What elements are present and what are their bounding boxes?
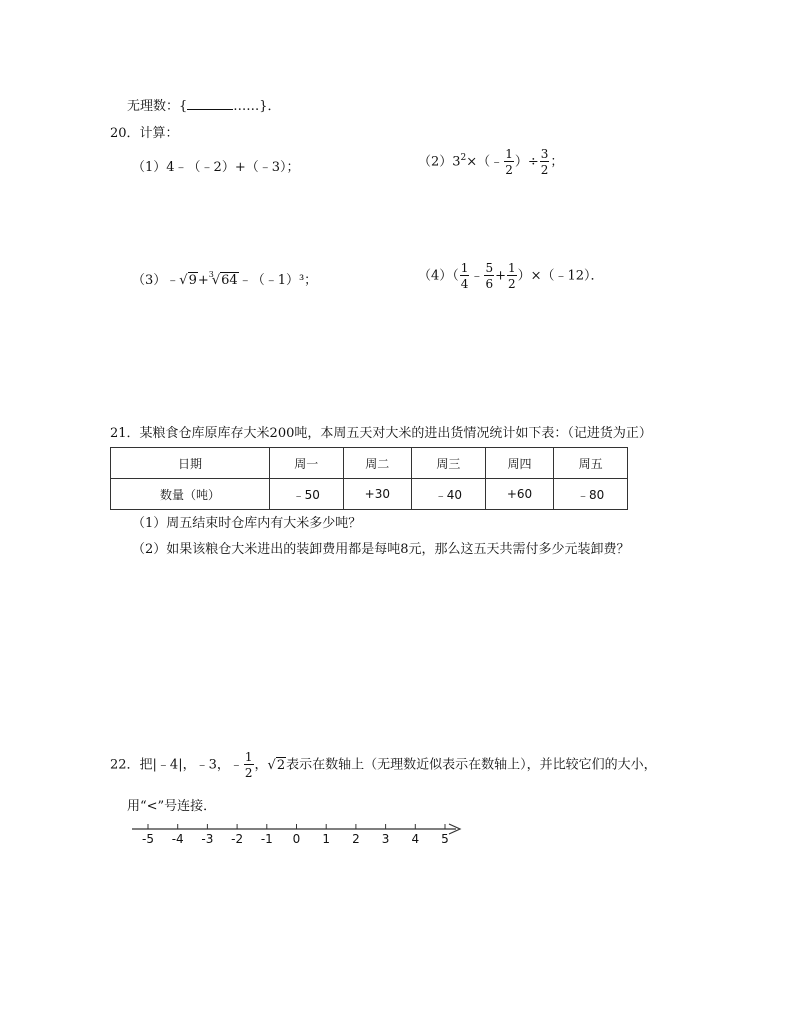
fraction: $\frac{5}{6}$ [485, 261, 494, 291]
table-header-cell: 周一 [269, 448, 343, 479]
arrow-right-icon [449, 824, 460, 834]
table-header-cell: 周四 [485, 448, 554, 479]
inventory-table [110, 447, 628, 510]
q21-sub1: （1）周五结束时仓库内有大米多少吨？ [132, 516, 362, 531]
axis-tick-label: 0 [292, 832, 301, 846]
square-root: √9 [179, 273, 197, 288]
fraction: $\frac{1}{2}$ [244, 750, 253, 780]
q21-title: 21．某粮食仓库原库存大米200吨，本周五天对大米的进出货情况统计如下表：（记进货为正） [110, 426, 652, 441]
irrational-suffix: ……}． [233, 99, 281, 114]
table-header-cell: 周二 [343, 448, 412, 479]
table-cell: 数量（吨） [111, 479, 270, 510]
fraction: $\frac{1}{4}$ [460, 261, 469, 291]
table-row [111, 448, 628, 479]
axis-tick-label: 5 [441, 832, 449, 846]
axis-tick-label: -5 [142, 832, 154, 846]
q20-title: 20．计算： [110, 126, 179, 141]
axis-tick-label: -3 [201, 832, 214, 846]
irrational-label: 无理数：{ [127, 99, 188, 114]
q20-part2: $(2)3^2\times(﹣$ $\frac{1}{2}$ ）÷ $\frac{3}{2}$ ； [418, 147, 564, 177]
table-cell: +60 [485, 479, 554, 510]
answer-blank[interactable] [187, 97, 233, 110]
q20-part1: （1）4﹣（﹣2）+（﹣3）； [132, 160, 300, 175]
table-header-cell: 周三 [412, 448, 486, 479]
q22-line2: 用“<”号连接． [127, 799, 217, 814]
table-cell: ﹣40 [412, 479, 486, 510]
fraction: $\frac{3}{2}$ [540, 147, 549, 177]
axis-tick-label: -1 [260, 832, 273, 846]
square-root: √2 [267, 757, 286, 773]
table-cell: ﹣50 [269, 479, 343, 510]
table-header-cell: 周五 [554, 448, 628, 479]
axis-tick-label: -2 [231, 832, 244, 846]
q20-part3: （3）﹣√9+$^3$√64﹣（﹣1）³； [132, 270, 318, 288]
axis-tick-label: 1 [322, 832, 331, 846]
fraction: $\frac{1}{2}$ [505, 147, 513, 177]
table-cell: ﹣80 [554, 479, 628, 510]
axis-tick-label: 4 [411, 832, 420, 846]
table-cell: +30 [343, 479, 412, 510]
axis-tick-label: 3 [381, 832, 390, 846]
table-row [111, 479, 628, 510]
q22-line1: 22．把|﹣4|，﹣3，﹣ $\frac{1}{2}$ ，√2表示在数轴上（无理数近似表示在数轴上），并比较它们的大小， [110, 750, 657, 780]
axis-tick-label: 2 [352, 832, 360, 846]
axis-tick-label: -4 [171, 832, 184, 846]
q20-part4: （4）（ $\frac{1}{4}$ ﹣ $\frac{5}{6}$ + $\frac{1}{2}$ ）×（﹣12）． [418, 261, 604, 291]
q21-sub2: （2）如果该粮仓大米进出的装卸费用都是每吨8元，那么这五天共需付多少元装卸费？ [132, 542, 630, 557]
fraction: $\frac{1}{2}$ [507, 261, 516, 291]
table-header-cell: 日期 [111, 448, 270, 479]
cube-root: $^3$√64 [208, 270, 238, 288]
irrational-set-line [127, 95, 281, 114]
